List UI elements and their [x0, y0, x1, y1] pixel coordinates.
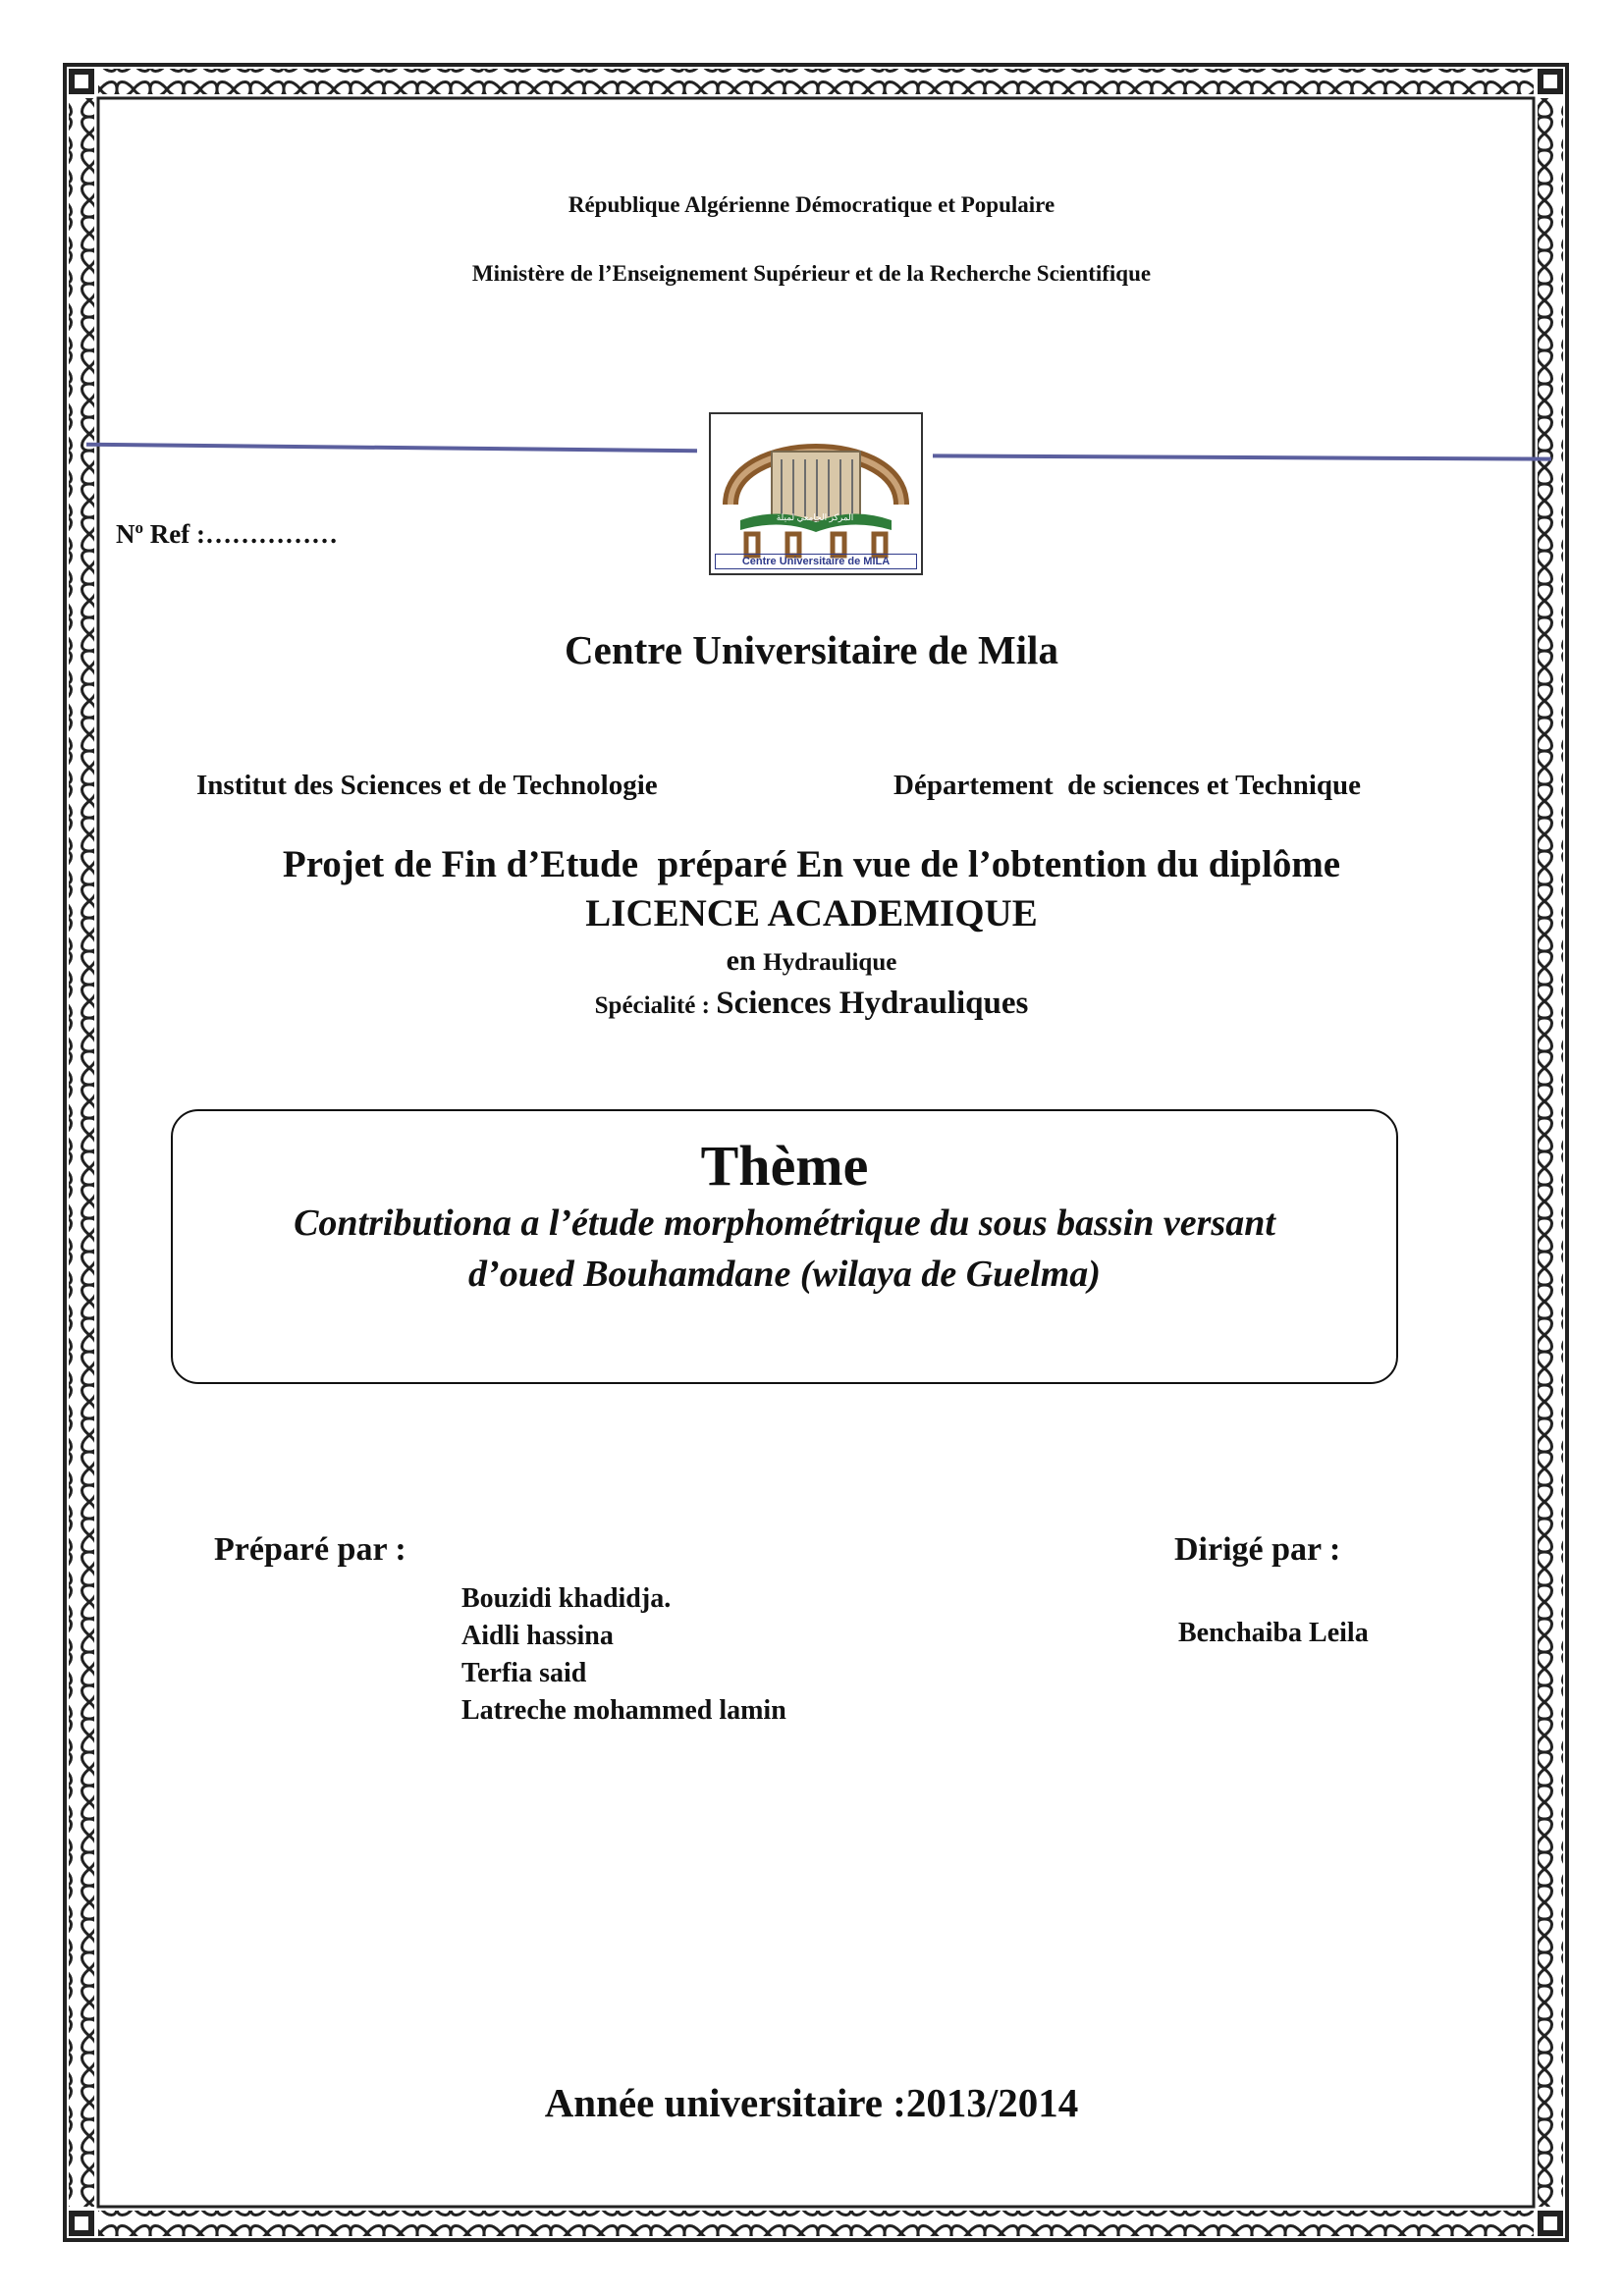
institute-name: Institut des Sciences et de Technologie — [196, 770, 658, 801]
prepared-by-label: Préparé par : — [214, 1531, 406, 1568]
specialty-line — [0, 986, 1623, 1022]
author-name: Bouzidi khadidja. — [461, 1583, 672, 1614]
author-name: Terfia said — [461, 1658, 587, 1688]
theme-line-1: Contributiona a l’étude morphométrique du sous bassin versant — [294, 1202, 1275, 1244]
theme-line-2: d’oued Bouhamdane (wilaya de Guelma) — [468, 1254, 1101, 1295]
specialty-value: Sciences Hydrauliques — [716, 986, 1029, 1021]
field-name: Hydraulique — [763, 949, 897, 976]
logo-caption: Centre Universitaire de MILA — [715, 554, 917, 569]
reference-superscript: o — [135, 518, 143, 537]
logo-graphic — [711, 414, 921, 573]
institution-name: Centre Universitaire de Mila — [565, 627, 1058, 672]
university-logo — [709, 412, 923, 575]
theme-heading: Thème — [700, 1134, 869, 1198]
reference-value: Ref :…………… — [143, 519, 338, 549]
supervisor-name: Benchaiba Leila — [1178, 1618, 1369, 1648]
department-name: Département de sciences et Technique — [893, 770, 1362, 801]
degree-title: LICENCE ACADEMIQUE — [585, 892, 1038, 934]
project-title: Projet de Fin d’Etude préparé En vue de l’obtention du diplôme — [282, 843, 1341, 885]
author-name: Latreche mohammed lamin — [461, 1695, 786, 1726]
ministry-line: Ministère de l’Enseignement Supérieur et de la Recherche Scientifique — [471, 261, 1152, 286]
logo-arabic-text: المركز الجامعي لميلة — [776, 512, 854, 522]
reference-label: N — [116, 519, 135, 549]
author-name: Aidli hassina — [461, 1621, 614, 1651]
authors-list — [461, 1580, 786, 1730]
academic-year: Année universitaire :2013/2014 — [544, 2080, 1079, 2125]
field-line — [0, 944, 1623, 978]
reference-number — [116, 518, 338, 550]
supervised-by-label: Dirigé par : — [1174, 1531, 1341, 1568]
republic-line: République Algérienne Démocratique et Populaire — [568, 192, 1055, 217]
field-en: en — [726, 944, 756, 977]
specialty-label: Spécialité : — [594, 992, 717, 1019]
